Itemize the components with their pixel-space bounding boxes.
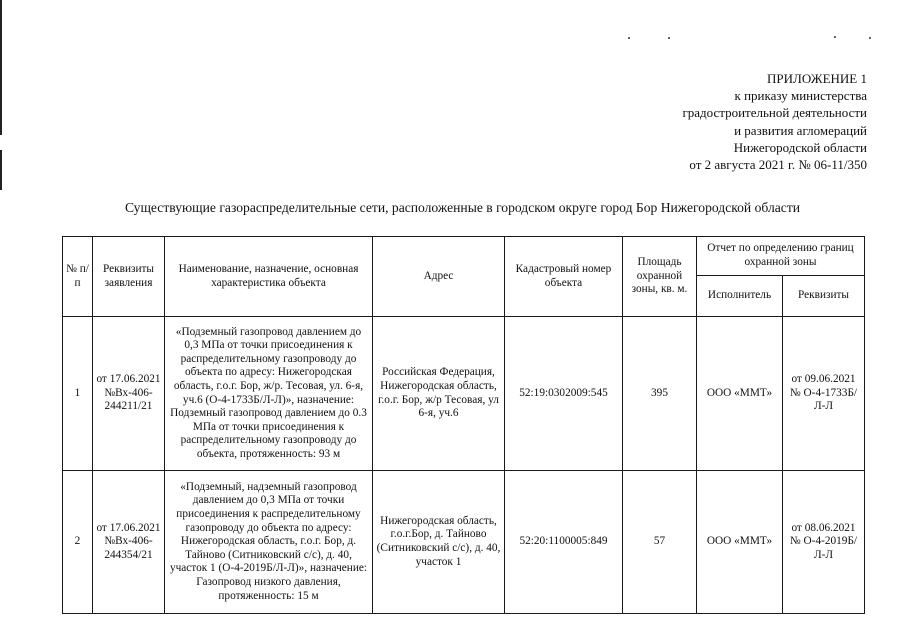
- cell-object-name: «Подземный газопровод давлением до 0,3 МПа от точки присоединения к распределительному газопроводу до объекта по адресу: Нижегородская область, г.о.г. Бор, ж/р. Тесовая, ул. 6-я, уч.6 (О-4-1733Б/Л-Л)», назначение: Подземный газопровод давлением до 0.3 МПа от точки присоединения к распределительному газопроводу до объекта, протяженность: 93 м: [165, 317, 373, 471]
- table-row: [63, 471, 865, 614]
- table-row: [63, 317, 865, 471]
- scan-edge-mark: [0, 0, 2, 135]
- scan-speck: [668, 37, 670, 39]
- appendix-line: и развития агломераций: [734, 122, 867, 138]
- cell-zone-area: 57: [623, 471, 697, 614]
- scan-edge-mark: [0, 150, 2, 190]
- appendix-header: [682, 70, 867, 173]
- cell-number: 2: [63, 471, 93, 614]
- cell-executor: ООО «ММТ»: [697, 317, 783, 471]
- header-number: № п/п: [63, 237, 93, 317]
- cell-object-name: «Подземный, надземный газопровод давлением до 0,3 МПа от точки присоединения к распределительному газопроводу до объекта по адресу: Нижегородская область, г.о.г. Бор, д. Тайново (Ситниковский с/с), д. 40, участок 1 (О-4-2019Б/Л-Л)», назначение: Газопровод низкого давления, протяженность: 15 м: [165, 471, 373, 614]
- cell-address: Нижегородская область, г.о.г.Бор, д. Тайново (Ситниковский с/с), д. 40, участок 1: [373, 471, 505, 614]
- cell-number: 1: [63, 317, 93, 471]
- cell-cadastral-number: 52:19:0302009:545: [505, 317, 623, 471]
- header-cadastral-number: Кадастровый номер объекта: [505, 237, 623, 317]
- header-zone-area: Площадь охранной зоны, кв. м.: [623, 237, 697, 317]
- appendix-line: градостроительной деятельности: [682, 105, 867, 121]
- cell-zone-area: 395: [623, 317, 697, 471]
- scan-speck: [834, 36, 836, 38]
- cell-request-details: от 17.06.2021 №Вх-406-244354/21: [93, 471, 165, 614]
- header-address: Адрес: [373, 237, 505, 317]
- appendix-line: к приказу министерства: [734, 88, 867, 104]
- document-title: Существующие газораспределительные сети, расположенные в городском округе город Бор Нижегородской области: [124, 200, 801, 215]
- appendix-title: ПРИЛОЖЕНИЕ 1: [767, 71, 867, 86]
- header-executor: Исполнитель: [697, 276, 783, 317]
- gas-network-table: [62, 236, 865, 614]
- scan-speck: [628, 37, 630, 39]
- cell-report-details: от 08.06.2021 № О-4-2019Б/Л-Л: [783, 471, 865, 614]
- cell-report-details: от 09.06.2021 № О-4-1733Б/Л-Л: [783, 317, 865, 471]
- cell-address: Российская Федерация, Нижегородская область, г.о.г. Бор, ж/р Тесовая, ул 6-я, уч.6: [373, 317, 505, 471]
- cell-cadastral-number: 52:20:1100005:849: [505, 471, 623, 614]
- header-request-details: Реквизиты заявления: [93, 237, 165, 317]
- header-report-details: Реквизиты: [783, 276, 865, 317]
- appendix-line: Нижегородской области: [733, 139, 867, 155]
- cell-executor: ООО «ММТ»: [697, 471, 783, 614]
- cell-request-details: от 17.06.2021 №Вх-406-244211/21: [93, 317, 165, 471]
- header-object-name: Наименование, назначение, основная характеристика объекта: [165, 237, 373, 317]
- appendix-date: от 2 августа 2021 г. № 06-11/350: [689, 157, 867, 173]
- header-report: Отчет по определению границ охранной зоны: [697, 237, 865, 276]
- scan-speck: [869, 37, 871, 39]
